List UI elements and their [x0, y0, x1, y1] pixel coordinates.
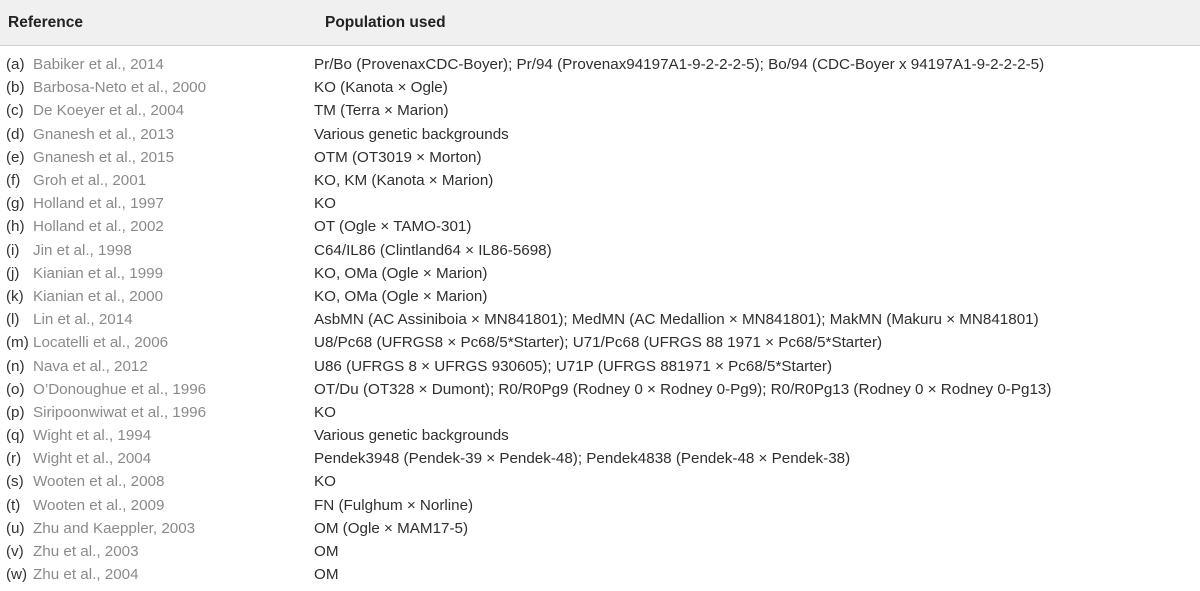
reference-cell: Wooten et al., 2009 [33, 496, 165, 514]
population-cell: TM (Terra × Marion) [314, 102, 449, 120]
table-row [0, 378, 1200, 401]
population-cell: OT/Du (OT328 × Dumont); R0/R0Pg9 (Rodney 0 × Rodney 0-Pg9); R0/R0Pg13 (Rodney 0 × Rodney 0-Pg13) [314, 380, 1052, 398]
reference-cell: Wight et al., 1994 [33, 427, 152, 445]
row-index-label: (s) [6, 473, 24, 491]
reference-cell: Wooten et al., 2008 [33, 473, 165, 491]
row-index-label: (n) [6, 357, 25, 375]
table-row [0, 99, 1200, 122]
row-index-label: (m) [6, 334, 29, 352]
row-index-label: (h) [6, 218, 25, 236]
population-cell: Pendek3948 (Pendek-39 × Pendek-48); Pendek4838 (Pendek-48 × Pendek-38) [314, 450, 851, 468]
row-index-label: (g) [6, 195, 25, 213]
population-cell: KO [314, 403, 336, 421]
population-cell: FN (Fulghum × Norline) [314, 496, 474, 514]
table-row [0, 53, 1200, 76]
population-cell: OM (Ogle × MAM17-5) [314, 519, 469, 537]
table-row [0, 424, 1200, 447]
reference-cell: Kianian et al., 1999 [33, 264, 164, 282]
row-index-label: (l) [6, 311, 20, 329]
population-cell: OT (Ogle × TAMO-301) [314, 218, 472, 236]
row-index-label: (p) [6, 403, 25, 421]
table-row [0, 470, 1200, 493]
population-cell: OM [314, 566, 339, 584]
population-cell: C64/IL86 (Clintland64 × IL86-5698) [314, 241, 552, 259]
table-row [0, 563, 1200, 586]
row-index-label: (c) [6, 102, 24, 120]
population-cell: Various genetic backgrounds [314, 427, 509, 445]
reference-cell: Locatelli et al., 2006 [33, 334, 169, 352]
table-row [0, 540, 1200, 563]
table-row [0, 354, 1200, 377]
table-body [0, 46, 1200, 586]
population-cell: OM [314, 543, 339, 561]
population-cell: KO, KM (Kanota × Marion) [314, 172, 494, 190]
table-row [0, 192, 1200, 215]
row-index-label: (j) [6, 264, 20, 282]
row-index-label: (o) [6, 380, 25, 398]
row-index-label: (k) [6, 287, 24, 305]
reference-cell: Holland et al., 1997 [33, 195, 164, 213]
row-index-label: (b) [6, 79, 25, 97]
row-index-label: (i) [6, 241, 20, 259]
row-index-label: (w) [6, 566, 28, 584]
table-row [0, 262, 1200, 285]
population-cell: KO, OMa (Ogle × Marion) [314, 264, 488, 282]
row-index-label: (f) [6, 172, 21, 190]
row-index-label: (v) [6, 543, 24, 561]
table-row [0, 517, 1200, 540]
reference-cell: Groh et al., 2001 [33, 172, 147, 190]
reference-cell: Wight et al., 2004 [33, 450, 152, 468]
row-index-label: (e) [6, 148, 25, 166]
reference-cell: Holland et al., 2002 [33, 218, 164, 236]
population-cell: U8/Pc68 (UFRGS8 × Pc68/5*Starter); U71/Pc68 (UFRGS 88 1971 × Pc68/5*Starter) [314, 334, 883, 352]
reference-cell: De Koeyer et al., 2004 [33, 102, 185, 120]
population-cell: OTM (OT3019 × Morton) [314, 148, 482, 166]
reference-cell: Babiker et al., 2014 [33, 56, 164, 74]
reference-cell: O’Donoughue et al., 1996 [33, 380, 207, 398]
reference-cell: Nava et al., 2012 [33, 357, 148, 375]
population-cell: KO (Kanota × Ogle) [314, 79, 448, 97]
population-cell: U86 (UFRGS 8 × UFRGS 930605); U71P (UFRGS 881971 × Pc68/5*Starter) [314, 357, 833, 375]
header-reference: Reference [8, 13, 83, 31]
reference-cell: Gnanesh et al., 2013 [33, 125, 175, 143]
table-row [0, 331, 1200, 354]
row-index-label: (d) [6, 125, 25, 143]
table-row [0, 239, 1200, 262]
reference-cell: Barbosa-Neto et al., 2000 [33, 79, 207, 97]
population-cell: Various genetic backgrounds [314, 125, 509, 143]
reference-cell: Jin et al., 1998 [33, 241, 132, 259]
table-row [0, 447, 1200, 470]
table-row [0, 123, 1200, 146]
table-row [0, 76, 1200, 99]
table-row [0, 169, 1200, 192]
table-row [0, 401, 1200, 424]
population-cell: KO, OMa (Ogle × Marion) [314, 287, 488, 305]
population-cell: Pr/Bo (ProvenaxCDC-Boyer); Pr/94 (Provenax94197A1-9-2-2-2-5); Bo/94 (CDC-Boyer x 94197A1-9-2-2-2-5) [314, 56, 1045, 74]
header-population: Population used [325, 13, 446, 31]
table-row [0, 308, 1200, 331]
row-index-label: (t) [6, 496, 21, 514]
row-index-label: (r) [6, 450, 22, 468]
reference-cell: Lin et al., 2014 [33, 311, 133, 329]
row-index-label: (u) [6, 519, 25, 537]
reference-cell: Zhu et al., 2003 [33, 543, 139, 561]
row-index-label: (a) [6, 56, 25, 74]
reference-cell: Kianian et al., 2000 [33, 287, 164, 305]
population-cell: KO [314, 473, 336, 491]
reference-cell: Gnanesh et al., 2015 [33, 148, 175, 166]
table-row [0, 285, 1200, 308]
population-cell: AsbMN (AC Assiniboia × MN841801); MedMN (AC Medallion × MN841801); MakMN (Makuru × MN841801) [314, 311, 1039, 329]
reference-cell: Siripoonwiwat et al., 1996 [33, 403, 207, 421]
table-header [0, 0, 1200, 46]
table-row [0, 494, 1200, 517]
reference-cell: Zhu and Kaeppler, 2003 [33, 519, 196, 537]
row-index-label: (q) [6, 427, 25, 445]
table-row [0, 215, 1200, 238]
reference-cell: Zhu et al., 2004 [33, 566, 139, 584]
table-row [0, 146, 1200, 169]
population-cell: KO [314, 195, 336, 213]
